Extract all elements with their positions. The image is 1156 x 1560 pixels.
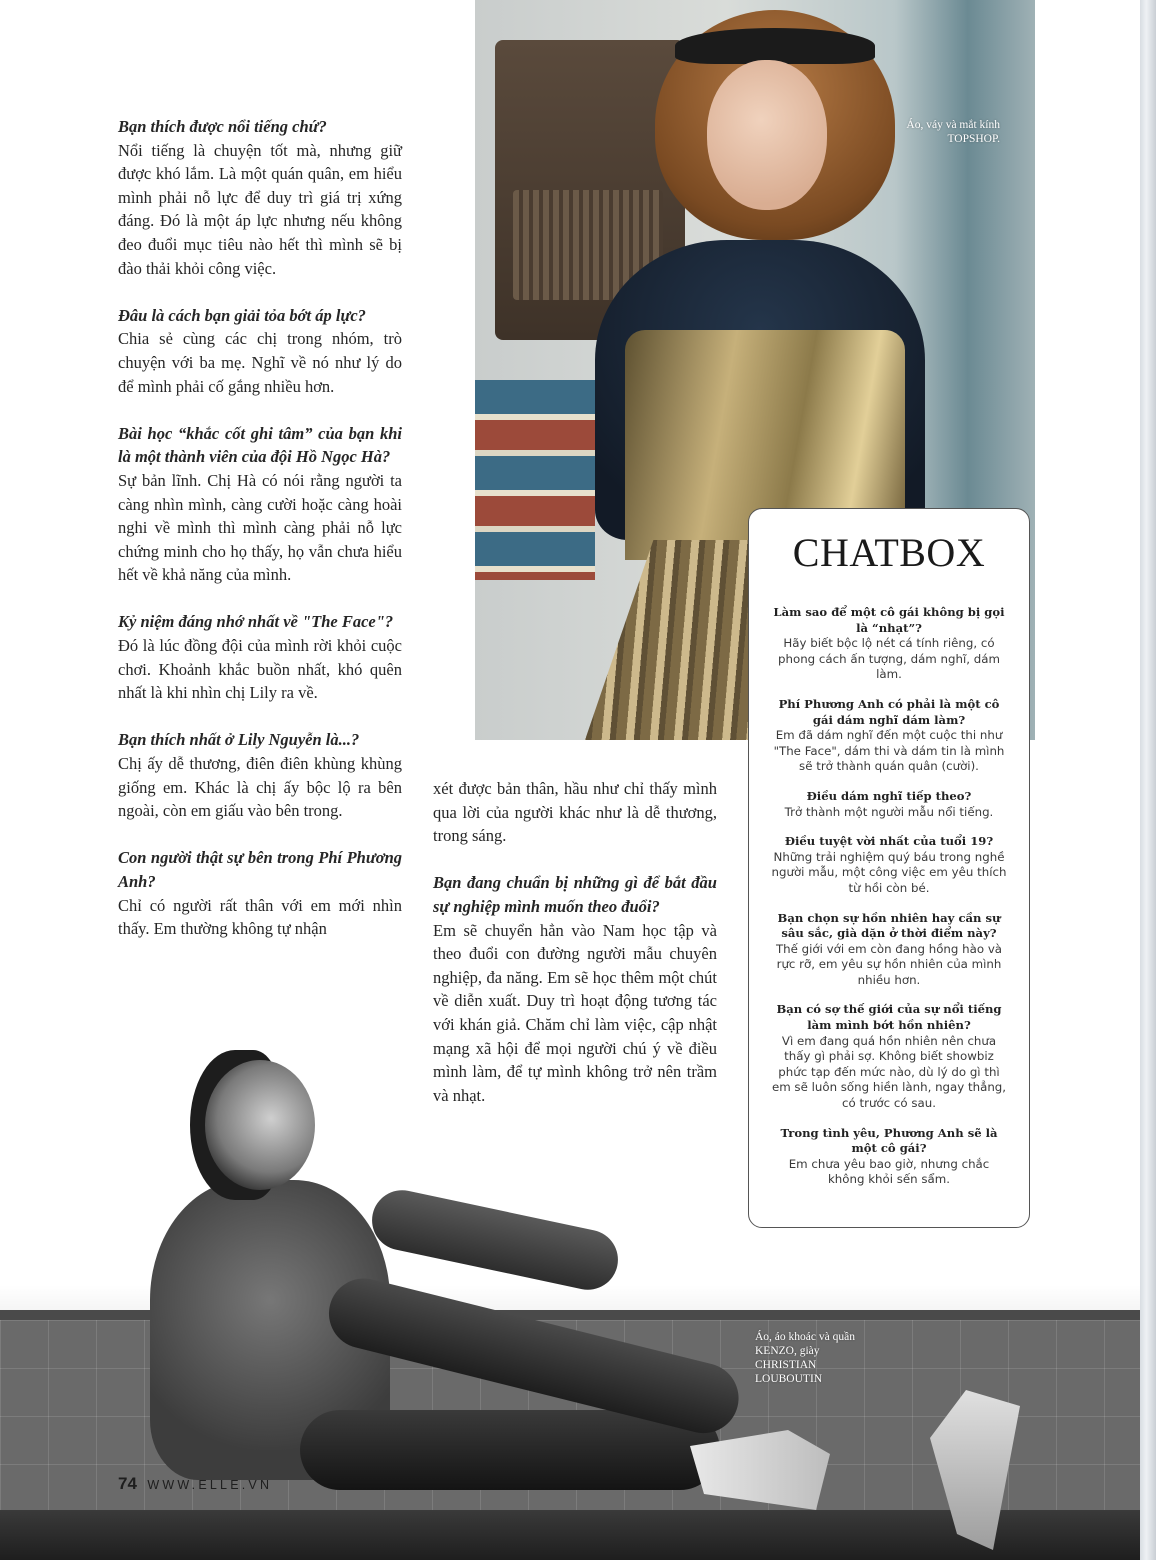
chatbox-answer: Hãy biết bộc lộ nét cá tính riêng, có phong cách ấn tượng, dám nghĩ, dám làm. [778,636,1000,682]
chatbox-answer: Trở thành một người mẫu nổi tiếng. [784,804,994,819]
page-folio [118,1474,272,1494]
qa-block [118,610,402,704]
chatbox-question: Phí Phương Anh có phải là một cô gái dám nghĩ dám làm? [778,696,1000,727]
interview-answer: Em sẽ chuyển hẳn vào Nam học tập và theo đuổi con đường người mẫu chuyên nghiệp, đa năng. Em sẽ học thêm một chút về diễn xuất. Duy trì hoạt động tương tác với khán giả. Chăm chỉ làm việc, cập nhật mạng xã hội để mọi người chú ý về điều mình làm, để tự mình không trở nên trầm và nhạt. [433,920,717,1105]
interview-answer: Nổi tiếng là chuyện tốt mà, nhưng giữ được khó lắm. Là một quán quân, em hiểu mình phải nỗ lực để duy trì giá trị xứng đáng. Đó là một áp lực nhưng nếu không đeo đuổi mục tiêu nào hết thì mình sẽ bị đào thải khỏi công việc. [118,140,402,278]
chatbox-answer: Những trải nghiệm quý báu trong nghề người mẫu, một công việc em yêu thích từ hồi còn bé. [771,849,1007,895]
interview-answer: Chia sẻ cùng các chị trong nhóm, trò chuyện với ba mẹ. Nghĩ về nó như lý do để mình phải cố gắng nhiều hơn. [118,329,402,396]
interview-question: Kỷ niệm đáng nhớ nhất về "The Face"? [118,612,394,632]
model-face [707,60,827,210]
qa-block [118,728,402,822]
chatbox-question: Bạn có sợ thế giới của sự nổi tiếng làm mình bớt hồn nhiên? [776,1002,1002,1033]
bottom-photo-caption: Áo, áo khoác và quần KENZO, giày CHRISTIAN LOUBOUTIN [755,1331,855,1385]
chatbox-question: Trong tình yêu, Phương Anh sẽ là một cô gái? [780,1125,998,1156]
interview-answer: Đó là lúc đồng đội của mình rời khỏi cuộc chơi. Khoảnh khắc buồn nhất, khó quên nhất là khi nhìn chị Lily ra về. [118,636,402,703]
chatbox-question: Làm sao để một cô gái không bị gọi là “nhạt”? [773,605,1005,635]
chatbox-answer: Em đã dám nghĩ đến một cuộc thi như "The Face", dám thi và dám tin là mình sẽ trở thành quán quân (cười). [773,728,1005,774]
chatbox-item [769,834,1009,896]
model-headband [675,28,875,64]
site-url: WWW.ELLE.VN [147,1478,273,1492]
chatbox-item [769,697,1009,775]
interview-answer-continued: xét được bản thân, hầu như chỉ thấy mình qua lời của người khác như là dễ thương, trong sáng. [433,779,717,846]
chatbox-question: Điều dám nghĩ tiếp theo? [806,788,972,803]
page-edge-strip [1140,0,1156,1560]
interview-question: Bạn thích nhất ở Lily Nguyễn là...? [118,730,360,750]
qa-block [118,846,402,940]
page-number: 74 [118,1474,137,1493]
chatbox-item [769,789,1009,820]
interview-answer: Sự bản lĩnh. Chị Hà có nói rằng người ta càng nhìn mình, càng cười hoặc càng hoài nghi về mình thì mình càng phải nỗ lực chứng minh cho họ thấy, họ vẫn chưa hiểu hết về khả năng của mình. [118,470,402,585]
chatbox-item [769,1002,1009,1111]
article-left-column [118,115,402,964]
interview-question: Bạn đang chuẩn bị những gì để bắt đầu sự nghiệp mình muốn theo đuổi? [433,873,717,916]
qa-block [433,777,717,848]
interview-question: Đâu là cách bạn giải tỏa bớt áp lực? [118,305,366,325]
chatbox-answer: Vì em đang quá hồn nhiên nên chưa thấy gì phải sợ. Không biết showbiz phức tạp đến mức nào, dù lý do gì thì em sẽ luôn sống hiền lành, ngay thẳng, có trước có sau. [771,1033,1007,1111]
interview-question: Bài học “khắc cốt ghi tâm” của bạn khi là một thành viên của đội Hồ Ngọc Hà? [118,423,402,467]
chatbox-answer: Em chưa yêu bao giờ, nhưng chắc không khỏi sến sẩm. [788,1156,990,1187]
book-stack [475,380,595,580]
chatbox-item [769,605,1009,683]
qa-block [118,115,402,280]
chatbox-question: Bạn chọn sự hồn nhiên hay cần sự sâu sắc, già dặn ở thời điểm này? [777,910,1001,941]
interview-question: Con người thật sự bên trong Phí Phương Anh? [118,848,402,891]
top-photo-caption: Áo, váy và mắt kính TOPSHOP. [906,119,1000,145]
chatbox-item [769,911,1009,989]
chatbox-answer: Thế giới với em còn đang hồng hào và rực rỡ, em yêu sự hồn nhiên của mình nhiều hơn. [775,941,1003,987]
interview-answer: Chị ấy dễ thương, điên điên khùng khùng giống em. Khác là chị ấy bộc lộ ra bên ngoài, còn em giấu vào bên trong. [118,754,402,821]
article-middle-column [433,777,717,1131]
qa-block [118,422,402,587]
chatbox-item [769,1126,1009,1188]
model-head [205,1060,315,1190]
qa-block [118,304,402,398]
model-arm [366,1185,623,1296]
qa-block [433,871,717,1107]
interview-answer: Chỉ có người rất thân với em mới nhìn thấy. Em thường không tự nhận [118,895,402,939]
chatbox-panel [748,508,1030,1228]
interview-question: Bạn thích được nổi tiếng chứ? [118,117,327,136]
chatbox-title: CHATBOX [792,530,986,575]
chatbox-question: Điều tuyệt vời nhất của tuổi 19? [784,834,994,849]
